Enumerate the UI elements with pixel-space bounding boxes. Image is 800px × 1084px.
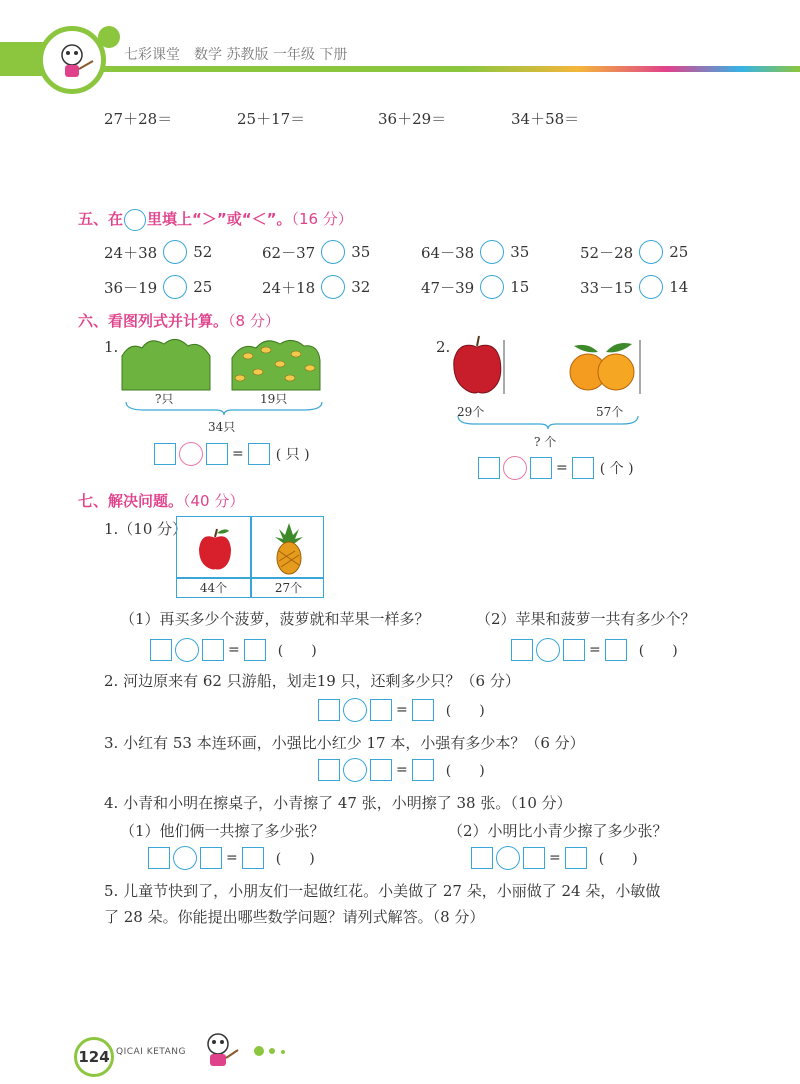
unit-blank: ( ) [445,703,485,719]
calc-item: 25＋17＝ [237,110,306,128]
header-title: 七彩课堂 数学 苏教版 一年级 下册 [124,47,348,63]
equation-row [471,846,638,870]
section5-title: 五、在 里填上“＞”或“＜”。（16 分） [78,208,353,231]
equals-sign: = [226,850,238,866]
equation-row [318,758,485,782]
decor-dot-icon [281,1050,285,1054]
footer-mascot-icon [198,1030,242,1074]
answer-box[interactable] [563,639,585,661]
compare-circle-input[interactable] [480,275,504,299]
equals-sign: = [396,702,408,718]
problem-number: 1.（10 分） [104,520,188,538]
equals-sign: = [232,446,244,462]
compare-circle-input[interactable] [163,275,187,299]
problem-number: 2. [436,338,451,356]
total-label: 34只 [208,420,236,434]
answer-box[interactable] [412,759,434,781]
decor-dot-icon [269,1048,275,1054]
answer-box[interactable] [206,443,228,465]
brace-icon [456,414,640,430]
operator-circle[interactable] [536,638,560,662]
compare-item: 24＋18 32 [262,275,370,299]
answer-box[interactable] [572,457,594,479]
fruit-table [176,516,324,598]
operator-circle[interactable] [179,442,203,466]
answer-box[interactable] [565,847,587,869]
answer-box[interactable] [318,759,340,781]
apple-count: 44个 [199,581,228,595]
answer-box[interactable] [248,443,270,465]
label-right: 19只 [260,392,288,406]
unit-blank: ( ) [638,643,678,659]
equation-row [478,456,634,480]
footer-brand: QICAI KETANG [116,1047,186,1057]
section7-title: 七、解决问题。（40 分） [78,492,245,510]
operator-circle[interactable] [173,846,197,870]
label-right: 57个 [596,405,624,419]
question-5-line2: 了 28 朵。你能提出哪些数学问题？请列式解答。（8 分） [104,908,485,926]
subquestion: （1）再买多少个菠萝，菠萝就和苹果一样多？ [120,610,430,628]
answer-box[interactable] [530,457,552,479]
decor-dot-icon [254,1046,264,1056]
logo-badge-icon [98,26,120,48]
compare-circle-input[interactable] [639,240,663,264]
compare-circle-input[interactable] [639,275,663,299]
unit-label: ( 只 ) [275,447,310,463]
answer-box[interactable] [154,443,176,465]
compare-circle-input[interactable] [163,240,187,264]
circle-blank-icon [124,209,146,231]
answer-box[interactable] [478,457,500,479]
pineapple-count: 27个 [274,581,303,595]
question-2: 2. 河边原来有 62 只游船，划走19 只，还剩多少只？（6 分） [104,672,520,690]
answer-box[interactable] [318,699,340,721]
equals-sign: = [556,460,568,476]
answer-box[interactable] [242,847,264,869]
equals-sign: = [396,762,408,778]
answer-box[interactable] [471,847,493,869]
compare-circle-input[interactable] [321,275,345,299]
answer-box[interactable] [605,639,627,661]
brace-icon [124,400,324,416]
subquestion: （2）小明比小青少擦了多少张？ [448,822,668,840]
compare-item: 24＋38 52 [104,240,212,264]
unit-blank: ( ) [275,851,315,867]
compare-circle-input[interactable] [321,240,345,264]
compare-circle-input[interactable] [480,240,504,264]
answer-box[interactable] [523,847,545,869]
unit-blank: ( ) [445,763,485,779]
answer-box[interactable] [412,699,434,721]
equation-row [511,638,678,662]
subquestion: （2）苹果和菠萝一共有多少个？ [476,610,696,628]
equals-sign: = [549,850,561,866]
equals-sign: = [589,642,601,658]
equals-sign: = [228,642,240,658]
answer-box[interactable] [202,639,224,661]
compare-item: 64－38 35 [421,240,529,264]
pineapple-icon [271,521,307,575]
operator-circle[interactable] [343,758,367,782]
operator-circle[interactable] [496,846,520,870]
compare-item: 33－15 14 [580,275,688,299]
label-left: 29个 [457,405,485,419]
apple-icon [197,525,233,571]
answer-box[interactable] [200,847,222,869]
apple-orange-image [448,334,648,398]
answer-box[interactable] [244,639,266,661]
section6-title: 六、看图列式并计算。（8 分） [78,312,280,330]
unit-blank: ( ) [598,851,638,867]
answer-box[interactable] [511,639,533,661]
calc-item: 27＋28＝ [104,110,173,128]
operator-circle[interactable] [175,638,199,662]
answer-box[interactable] [370,759,392,781]
answer-box[interactable] [370,699,392,721]
subquestion: （1）他们俩一共擦了多少张？ [120,822,325,840]
question-4: 4. 小青和小明在擦桌子，小青擦了 47 张，小明擦了 38 张。（10 分） [104,794,572,812]
unit-blank: ( ) [277,643,317,659]
calc-item: 34＋58＝ [511,110,580,128]
equation-row [154,442,310,466]
logo-mascot-icon [38,26,106,94]
compare-item: 52－28 25 [580,240,688,264]
question-5-line1: 5. 儿童节快到了，小朋友们一起做红花。小美做了 27 朵，小丽做了 24 朵，小敏做 [104,882,661,900]
compare-item: 62－37 35 [262,240,370,264]
header-banner [0,40,800,78]
equation-row [150,638,317,662]
answer-box[interactable] [148,847,170,869]
unit-label: ( 个 ) [599,461,634,477]
bushes-birds-image [120,334,324,394]
operator-circle[interactable] [343,698,367,722]
compare-item: 36－19 25 [104,275,212,299]
answer-box[interactable] [150,639,172,661]
compare-item: 47－39 15 [421,275,529,299]
equation-row [148,846,315,870]
total-label: ? 个 [534,435,557,449]
label-left: ?只 [155,392,174,406]
calc-item: 36＋29＝ [378,110,447,128]
page-number: 124 [74,1037,114,1077]
question-3: 3. 小红有 53 本连环画，小强比小红少 17 本，小强有多少本？（6 分） [104,734,585,752]
equation-row [318,698,485,722]
operator-circle[interactable] [503,456,527,480]
problem-number: 1. [104,338,119,356]
